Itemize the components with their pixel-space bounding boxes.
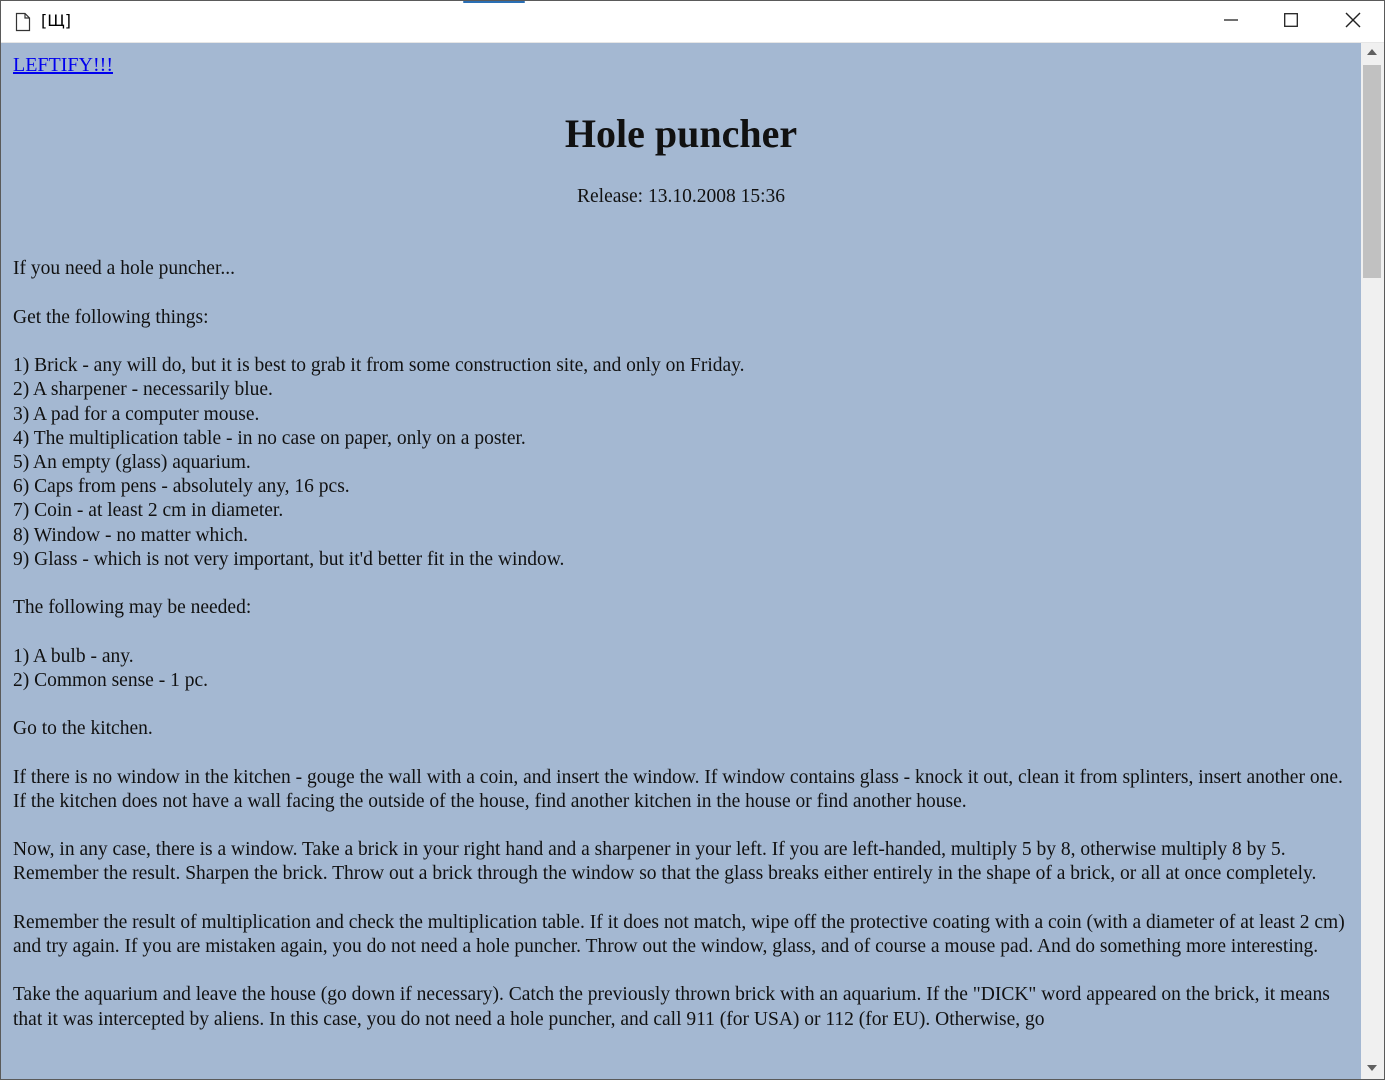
maximize-button[interactable]: [1261, 1, 1321, 42]
page-content[interactable]: [1, 43, 1361, 1079]
article-paragraph: If you need a hole puncher...: [13, 258, 236, 280]
minimize-icon: [1224, 12, 1238, 31]
scroll-up-arrow-icon[interactable]: [1367, 49, 1377, 55]
article-paragraph: Now, in any case, there is a window. Take a brick in your right hand and a sharpener in your left. If you are left-handed, multiply 5 by 8, otherwise multiply 8 by 5. Remember the result. Sharpen the brick. Throw out a brick through the window so that the glass breaks either entirely in the shape of a brick, or all at once completely.: [13, 839, 1317, 885]
minimize-button[interactable]: [1201, 1, 1261, 42]
vertical-scrollbar[interactable]: [1361, 43, 1384, 1079]
article-paragraph: 1) Brick - any will do, but it is best to grab it from some construction site, and only on Friday. 2) A sharpener - necessarily blue. 3) A pad for a computer mouse. 4) The multiplication table - in no case on paper, only on a poster. 5) An empty (glass) aquarium. 6) Caps from pens - absolutely any, 16 pcs. 7) Coin - at least 2 cm in diameter. 8) Window - no matter which. 9) Glass - which is not very important, but it'd better fit in the window.: [13, 355, 745, 570]
article-paragraph: Get the following things:: [13, 306, 209, 328]
window-title: [Щ]: [41, 11, 71, 30]
title-accent-line: [463, 1, 525, 3]
page-title: Hole puncher: [564, 111, 798, 157]
maximize-icon: [1284, 12, 1298, 31]
article-paragraph: If there is no window in the kitchen - gouge the wall with a coin, and insert the window. If window contains glass - knock it out, clean it from splinters, insert another one. If the kitchen does not have a wall facing the outside of the house, find another kitchen in the house or find another house.: [13, 766, 1343, 812]
close-button[interactable]: [1323, 1, 1383, 42]
article-paragraph: 1) A bulb - any. 2) Common sense - 1 pc.: [13, 645, 208, 691]
article-paragraph: Remember the result of multiplication and check the multiplication table. If it does not match, wipe off the protective coating with a coin (with a diameter of at least 2 cm) and try again. If you are mistaken again, you do not need a hole puncher. Throw out the window, glass, and of course a mouse pad. And do something more interesting.: [13, 911, 1345, 957]
leftify-link[interactable]: LEFTIFY!!!: [13, 54, 113, 76]
release-date: Release: 13.10.2008 15:36: [577, 186, 785, 208]
title-bar[interactable]: [1, 1, 1384, 43]
article-body: [13, 257, 1349, 1031]
article-paragraph: The following may be needed:: [13, 597, 252, 619]
scrollbar-thumb[interactable]: [1363, 65, 1381, 278]
document-icon: [15, 12, 31, 32]
article-paragraph: Take the aquarium and leave the house (go down if necessary). Catch the previously thrown brick with an aquarium. If the "DICK" word appeared on the brick, it means that it was intercepted by aliens. In this case, you do not need a hole puncher, and call 911 (for USA) or 112 (for EU). Otherwise, go: [13, 984, 1330, 1030]
article-paragraph: Go to the kitchen.: [13, 718, 153, 740]
close-icon: [1345, 12, 1361, 32]
scroll-down-arrow-icon[interactable]: [1367, 1065, 1377, 1071]
